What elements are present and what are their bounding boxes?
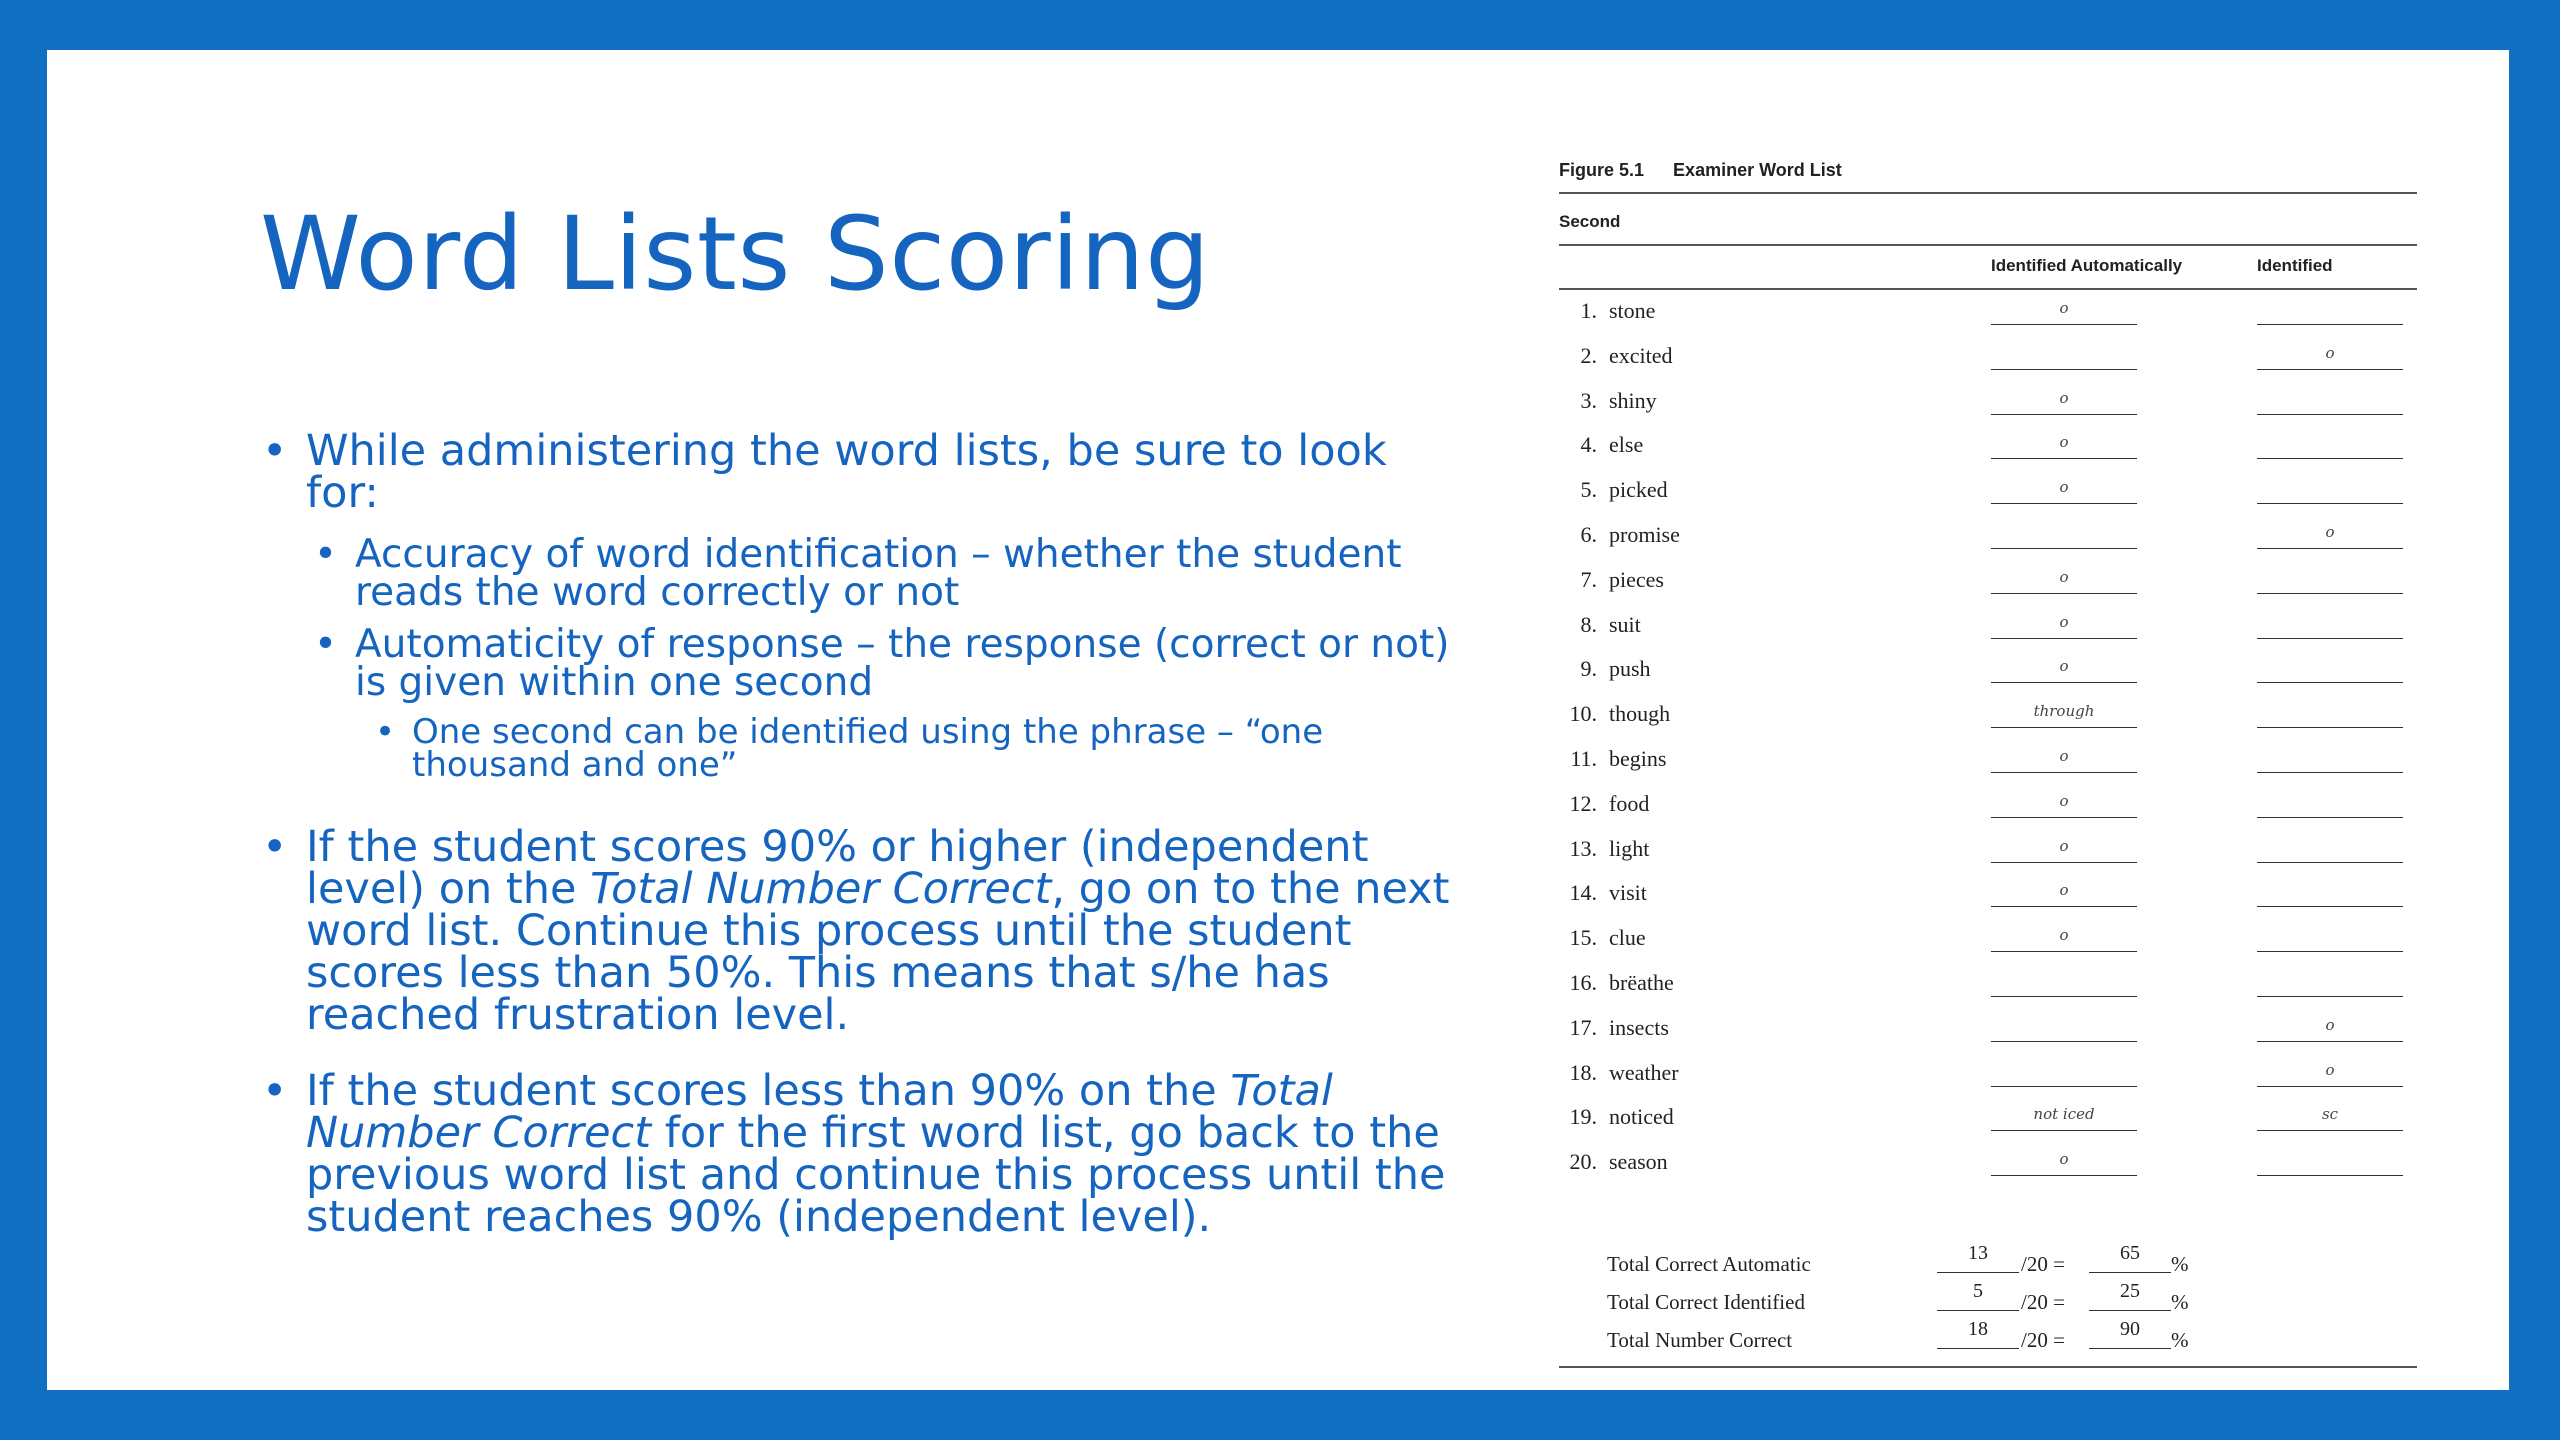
word-row — [1559, 925, 2417, 969]
automatic-mark — [1991, 966, 2137, 997]
word-number: 6. — [1580, 522, 1597, 547]
word-row — [1559, 970, 2417, 1014]
divider — [1559, 1366, 2417, 1368]
word-row — [1559, 477, 2417, 521]
word-text: light — [1609, 835, 1650, 861]
bullet-look-for: • While administering the word lists, be sure to look for: — [262, 430, 1462, 514]
identified-mark: o — [2257, 1011, 2403, 1042]
word-number: 12. — [1569, 790, 1597, 816]
word-number: 10. — [1569, 701, 1597, 727]
automatic-mark: o — [1991, 563, 2137, 594]
word-number: 7. — [1580, 566, 1597, 592]
word-row — [1559, 791, 2417, 835]
divider — [1559, 192, 2417, 194]
figure-label: Figure 5.1 — [1559, 160, 1645, 180]
word-text: visit — [1609, 880, 1647, 906]
identified-mark — [2257, 608, 2403, 639]
word-text: stone — [1609, 298, 1656, 323]
total-label: Total Correct Identified — [1607, 1290, 1805, 1314]
word-number: 16. — [1569, 970, 1597, 995]
word-number: 17. — [1569, 1014, 1597, 1040]
figure-header — [1559, 160, 1866, 181]
word-number: 9. — [1580, 656, 1597, 682]
total-percent: 65 — [2089, 1242, 2171, 1273]
word-row — [1559, 388, 2417, 432]
total-row — [1559, 1318, 2417, 1366]
percent-sign: % — [2171, 1328, 2189, 1352]
word-text: clue — [1609, 925, 1646, 951]
word-number: 18. — [1569, 1059, 1597, 1085]
word-text: begins — [1609, 746, 1667, 771]
automatic-mark — [1991, 1056, 2137, 1087]
automatic-mark — [1991, 518, 2137, 549]
word-row — [1559, 656, 2417, 700]
word-number: 1. — [1580, 298, 1597, 323]
total-denominator: /20 = — [2021, 1252, 2065, 1276]
word-row — [1559, 432, 2417, 476]
word-row — [1559, 880, 2417, 924]
total-denominator: /20 = — [2021, 1290, 2065, 1314]
word-text: food — [1609, 790, 1650, 816]
bullet-less-than-90 — [262, 1066, 1462, 1242]
identified-mark — [2257, 652, 2403, 683]
identified-mark — [2257, 742, 2403, 773]
identified-mark: o — [2257, 518, 2403, 549]
word-row — [1559, 298, 2417, 342]
word-text: excited — [1609, 342, 1673, 368]
identified-mark — [2257, 1145, 2403, 1176]
total-denominator: /20 = — [2021, 1328, 2065, 1352]
word-text: pieces — [1609, 566, 1664, 592]
word-row — [1559, 522, 2417, 566]
word-row — [1559, 746, 2417, 790]
column-header-identified: Identified — [2257, 256, 2333, 275]
bullet-emphasis: Total Number Correct — [306, 1066, 1333, 1158]
slide — [47, 50, 2509, 1390]
word-text: suit — [1609, 611, 1641, 637]
word-number: 15. — [1569, 925, 1597, 951]
word-number: 20. — [1569, 1149, 1597, 1175]
automatic-mark: o — [1991, 473, 2137, 504]
bullet-90-percent — [262, 822, 1462, 1040]
identified-mark — [2257, 697, 2403, 728]
automatic-mark: o — [1991, 428, 2137, 459]
word-text: noticed — [1609, 1104, 1674, 1130]
word-number: 11. — [1570, 746, 1597, 771]
automatic-mark: o — [1991, 742, 2137, 773]
automatic-mark: o — [1991, 384, 2137, 415]
column-header-automatic: Identified Automatically — [1991, 256, 2183, 275]
bullet-list — [262, 426, 1462, 1260]
percent-sign: % — [2171, 1252, 2189, 1276]
automatic-mark — [1991, 1011, 2137, 1042]
slide-title: Word Lists Scoring — [260, 195, 1211, 314]
automatic-mark: not iced — [1991, 1100, 2137, 1131]
word-row — [1559, 343, 2417, 387]
identified-mark — [2257, 921, 2403, 952]
word-row — [1559, 1015, 2417, 1059]
bullet-text: for the first word list, go back to the previous word list and continue this process until the student reaches 90% (independent level). — [306, 1108, 1446, 1242]
bullet-accuracy: • Accuracy of word identification – whether the student reads the word correctly or not — [262, 536, 1462, 612]
word-number: 4. — [1580, 432, 1597, 458]
word-text: promise — [1609, 522, 1680, 547]
word-text: else — [1609, 432, 1644, 458]
automatic-mark: o — [1991, 832, 2137, 863]
divider — [1559, 288, 2417, 290]
identified-mark — [2257, 876, 2403, 907]
word-text: push — [1609, 656, 1651, 682]
identified-mark — [2257, 294, 2403, 325]
word-row — [1559, 836, 2417, 880]
automatic-mark: through — [1991, 697, 2137, 728]
word-number: 2. — [1580, 342, 1597, 368]
automatic-mark: o — [1991, 876, 2137, 907]
automatic-mark: o — [1991, 787, 2137, 818]
word-number: 3. — [1580, 387, 1597, 413]
identified-mark — [2257, 384, 2403, 415]
total-percent: 90 — [2089, 1318, 2171, 1349]
word-row — [1559, 701, 2417, 745]
bullet-one-second: • One second can be identified using the phrase – “one thousand and one” — [262, 716, 1462, 782]
percent-sign: % — [2171, 1290, 2189, 1314]
automatic-mark: o — [1991, 1145, 2137, 1176]
identified-mark — [2257, 428, 2403, 459]
word-text: weather — [1609, 1059, 1679, 1085]
bullet-emphasis: Total Number Correct — [590, 864, 1052, 914]
identified-mark: o — [2257, 339, 2403, 370]
word-number: 8. — [1580, 611, 1597, 637]
examiner-word-list-figure — [1559, 110, 2459, 1370]
bullet-text: If the student scores less than 90% on the — [306, 1066, 1231, 1116]
bullet-automaticity: • Automaticity of response – the response (correct or not) is given within one second — [262, 626, 1462, 702]
identified-mark: sc — [2257, 1100, 2403, 1131]
total-score: 5 — [1937, 1280, 2019, 1311]
total-score: 13 — [1937, 1242, 2019, 1273]
total-percent: 25 — [2089, 1280, 2171, 1311]
figure-caption: Examiner Word List — [1673, 160, 1842, 180]
word-text: though — [1609, 701, 1671, 727]
automatic-mark: o — [1991, 921, 2137, 952]
bullet-text: If the student scores 90% or higher (independent level) on the — [306, 822, 1369, 914]
identified-mark: o — [2257, 1056, 2403, 1087]
word-number: 14. — [1569, 880, 1597, 906]
identified-mark — [2257, 787, 2403, 818]
total-label: Total Number Correct — [1607, 1328, 1793, 1352]
identified-mark — [2257, 563, 2403, 594]
automatic-mark: o — [1991, 608, 2137, 639]
word-number: 13. — [1569, 835, 1597, 861]
word-text: insects — [1609, 1014, 1669, 1040]
word-row — [1559, 1060, 2417, 1104]
word-number: 19. — [1569, 1104, 1597, 1130]
word-number: 5. — [1580, 477, 1597, 503]
total-score: 18 — [1937, 1318, 2019, 1349]
automatic-mark: o — [1991, 652, 2137, 683]
word-text: shiny — [1609, 387, 1657, 413]
bullet-text: , go on to the next word list. Continue this process until the student scores less than 50%. This means that s/he has reached frustration level. — [306, 864, 1450, 1040]
word-text: picked — [1609, 477, 1668, 503]
word-row — [1559, 1104, 2417, 1148]
word-row — [1559, 612, 2417, 656]
identified-mark — [2257, 832, 2403, 863]
automatic-mark: o — [1991, 294, 2137, 325]
divider — [1559, 244, 2417, 246]
identified-mark — [2257, 966, 2403, 997]
word-row — [1559, 1149, 2417, 1193]
automatic-mark — [1991, 339, 2137, 370]
word-text: season — [1609, 1149, 1668, 1175]
total-label: Total Correct Automatic — [1607, 1252, 1811, 1276]
word-row — [1559, 567, 2417, 611]
word-text: brëathe — [1609, 970, 1674, 995]
identified-mark — [2257, 473, 2403, 504]
figure-level: Second — [1559, 212, 1621, 231]
